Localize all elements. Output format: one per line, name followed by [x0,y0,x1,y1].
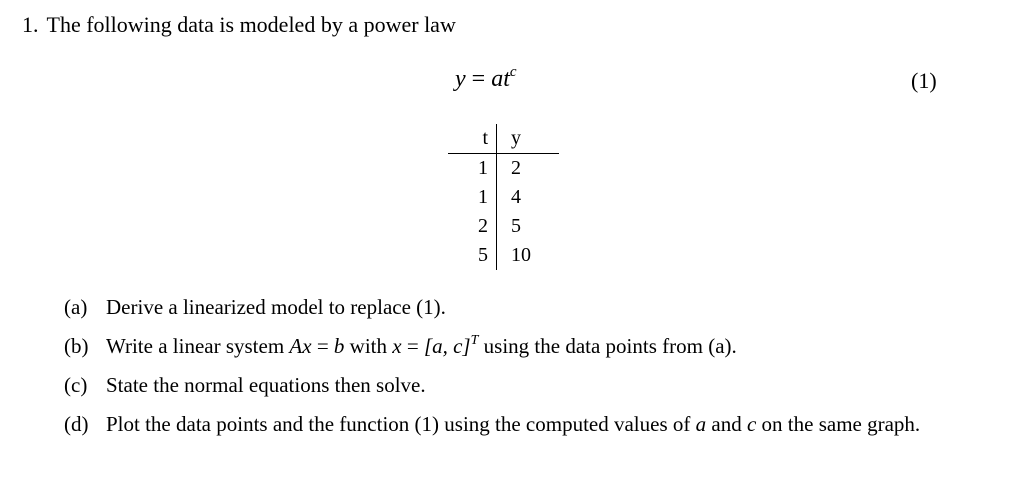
problem-number: 1. [22,12,39,37]
part-text: and [706,412,747,436]
table-row [448,212,559,241]
part-label: (a) [64,295,88,319]
header-y: y [497,124,560,154]
equation-lhs: y [455,66,466,92]
part-b [64,331,964,361]
part-a [64,292,964,322]
cell-y: 2 [511,157,521,179]
math-vector: [a, c] [423,334,471,358]
part-text: Plot the data points and the function (1) using the computed values of [106,412,696,436]
math-x: x [392,334,402,358]
cell-y: 10 [511,244,531,266]
equation-equals: = [471,66,486,92]
table-header-row [448,124,559,154]
part-text: using the data points from (a). [478,334,737,358]
cell-t: 2 [448,212,497,241]
header-t: t [448,124,497,154]
question-parts [64,292,964,448]
part-label: (d) [64,412,89,436]
cell-t: 1 [448,154,497,184]
table-row [448,183,559,212]
power-law-equation [455,63,517,95]
cell-y: 4 [511,186,521,208]
math-b: b [333,334,345,358]
math-transpose: T [470,333,479,348]
problem-heading [22,10,456,40]
part-d [64,409,964,439]
equation-exponent: c [509,64,517,80]
table-row [448,154,559,184]
part-text: with [344,334,393,358]
problem-statement: The following data is modeled by a power law [46,12,456,37]
cell-t: 1 [448,183,497,212]
math-a: a [695,412,707,436]
part-text: Write a linear system [106,334,290,358]
math-equals: = [311,334,334,358]
part-text: State the normal equations then solve. [106,373,426,397]
part-label: (c) [64,373,88,397]
data-table [448,124,559,270]
part-label: (b) [64,334,89,358]
part-c [64,370,964,400]
equation-number: (1) [911,68,937,93]
math-ax: Ax [289,334,312,358]
cell-t: 5 [448,241,497,270]
part-text: on the same graph. [756,412,921,436]
math-equals: = [401,334,424,358]
part-text: Derive a linearized model to replace (1). [106,295,446,319]
table-row [448,241,559,270]
cell-y: 5 [511,215,521,237]
math-c: c [746,412,757,436]
equation-base: at [491,66,510,92]
